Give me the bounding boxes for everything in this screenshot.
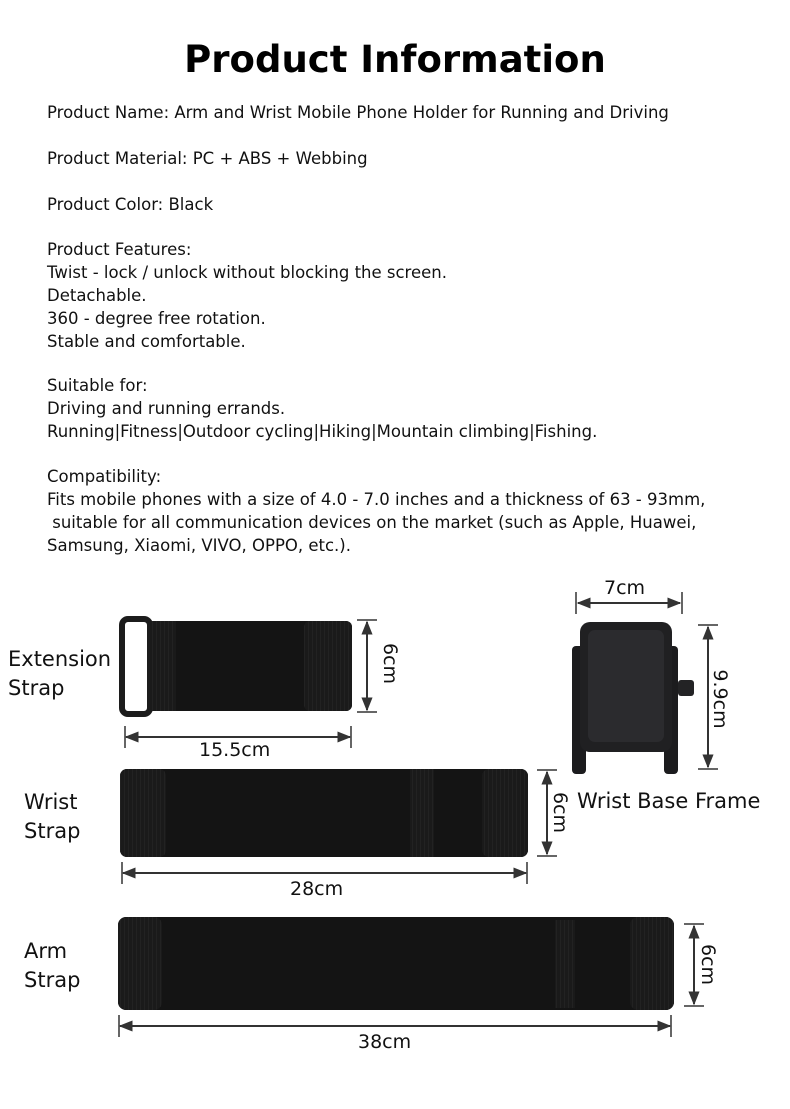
compatibility-line: Samsung, Xiaomi, VIVO, OPPO, etc.).: [47, 536, 351, 555]
suitable-item: Running|Fitness|Outdoor cycling|Hiking|Mountain climbing|Fishing.: [47, 422, 598, 441]
wrist-base-frame-image: [572, 622, 694, 774]
wrist-width-label: 6cm: [549, 792, 571, 834]
feature-item: 360 - degree free rotation.: [47, 309, 266, 328]
suitable-item: Driving and running errands.: [47, 399, 286, 418]
compatibility-heading: Compatibility:: [47, 467, 162, 486]
product-name: Product Name: Arm and Wrist Mobile Phone Holder for Running and Driving: [47, 103, 669, 122]
feature-item: Stable and comfortable.: [47, 332, 246, 351]
feature-item: Detachable.: [47, 286, 147, 305]
product-color: Product Color: Black: [47, 195, 214, 214]
wrist-length-label: 28cm: [290, 878, 344, 900]
arm-strap-image: [118, 917, 674, 1010]
compatibility-line: Fits mobile phones with a size of 4.0 - 7.0 inches and a thickness of 63 - 93mm,: [47, 490, 706, 509]
page-title: Product Information: [184, 38, 606, 81]
features-heading: Product Features:: [47, 240, 192, 259]
product-material: Product Material: PC + ABS + Webbing: [47, 149, 368, 168]
arm-width-label: 6cm: [697, 944, 719, 986]
extension-strap-label: Extension Strap: [8, 647, 112, 700]
wrist-base-frame-label: Wrist Base Frame: [577, 789, 761, 813]
suitable-heading: Suitable for:: [47, 376, 148, 395]
extension-length-label: 15.5cm: [199, 739, 271, 761]
frame-width-label: 7cm: [604, 577, 646, 599]
arm-strap-label: Arm Strap: [24, 939, 81, 992]
compatibility-line: suitable for all communication devices on the market (such as Apple, Huawei,: [47, 513, 697, 532]
extension-width-label: 6cm: [379, 643, 401, 685]
extension-strap-image: [122, 619, 352, 714]
frame-height-label: 9.9cm: [709, 669, 731, 729]
arm-length-label: 38cm: [358, 1031, 412, 1053]
wrist-strap-image: [120, 769, 528, 857]
feature-item: Twist - lock / unlock without blocking the screen.: [47, 263, 447, 282]
wrist-strap-label: Wrist Strap: [24, 790, 81, 843]
